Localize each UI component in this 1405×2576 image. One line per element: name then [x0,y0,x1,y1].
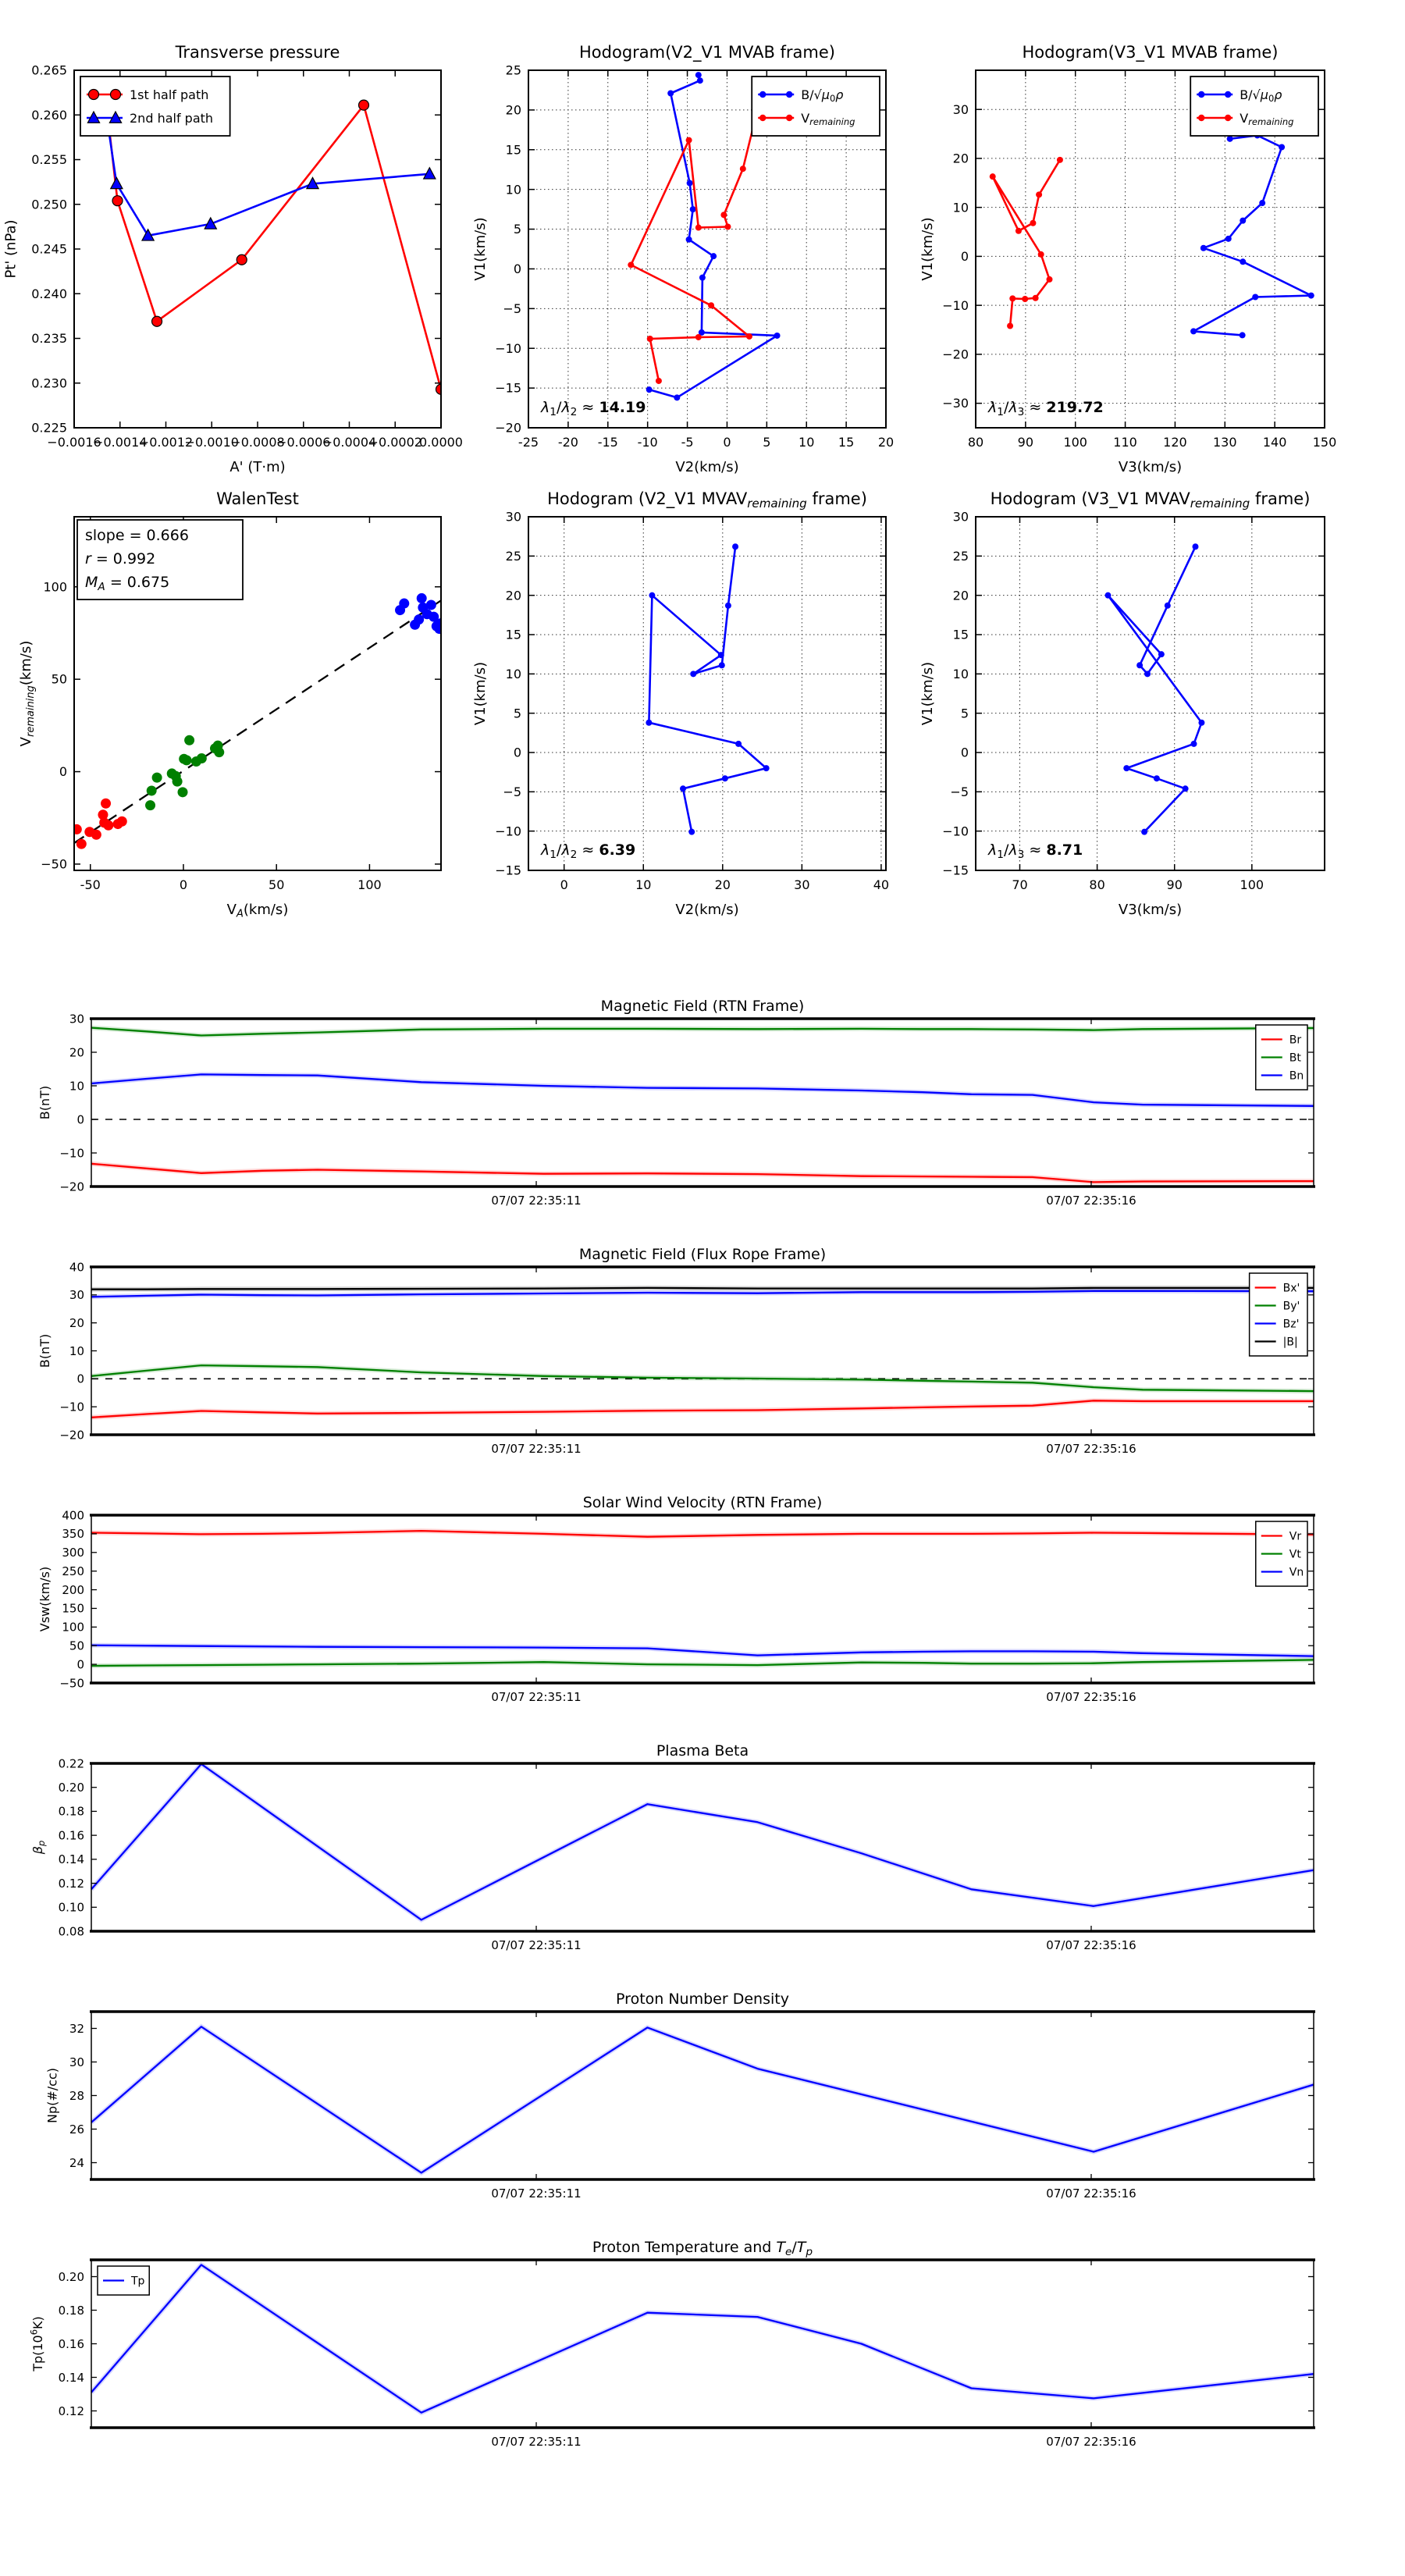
x-tick-label: −0.0014 [93,435,148,450]
legend-label: $V_{remaining}$ [801,110,855,127]
x-tick-label: -20 [557,435,578,450]
x-tick-label: -10 [637,435,658,450]
series-group [91,1764,1314,1920]
legend-label: Bz' [1282,1318,1300,1331]
eigenvalue-ratio-annotation: λ1/λ2 ≈ 14.19 [541,399,646,418]
y-tick-label: 5 [960,706,969,721]
y-tick-label: −15 [495,380,521,396]
y-tick-label: 50 [69,1638,84,1653]
y-axis-label: Vsw(km/s) [37,1566,53,1632]
chart-title: Transverse pressure [175,43,340,62]
y-tick-label: 350 [62,1527,84,1542]
series-group [102,100,446,394]
legend-label: |B| [1282,1336,1298,1349]
solar-wind-velocity-chart [37,1494,1315,1704]
legend [80,76,230,136]
legend-label: Br [1289,1034,1302,1047]
y-tick-label: 20 [505,102,521,118]
y-tick-label: 5 [513,222,521,237]
y-tick-label: 30 [505,509,521,525]
y-axis-label: V1(km/s) [472,217,489,281]
x-tick-label: 100 [1063,435,1087,450]
eigenvalue-ratio-annotation: λ1/λ2 ≈ 6.39 [541,841,636,861]
y-tick-label: 0.265 [31,62,67,78]
y-tick-label: 10 [505,666,521,681]
y-tick-label: −20 [942,347,969,362]
x-tick-label: 80 [1089,877,1105,892]
plasma-beta-chart [30,1742,1315,1952]
y-tick-label: 20 [69,1315,84,1330]
y-tick-label: 10 [505,182,521,197]
y-tick-label: −20 [495,420,521,436]
y-axis-label: $Tp(10^6K)$ [28,2316,45,2371]
legend-label: Bn [1289,1069,1304,1083]
y-tick-label: 20 [505,588,521,603]
y-axis-label: V1(km/s) [919,217,937,281]
series-group [91,1028,1314,1183]
y-tick-label: 0.14 [58,1852,84,1867]
y-tick-label: 0.255 [31,152,67,168]
y-tick-label: 0.20 [58,1780,84,1795]
x-tick-label: 20 [714,877,731,892]
x-tick-label: 07/07 22:35:11 [491,1194,582,1208]
y-tick-label: −20 [59,1428,84,1443]
y-tick-label: 50 [51,671,67,687]
axes-frame [91,1515,1314,1683]
y-tick-label: 0.240 [31,286,67,301]
x-axis-label: $V_A(km/s)$ [226,902,289,920]
x-tick-label: 0 [723,435,731,450]
y-tick-label: 0.22 [58,1756,84,1771]
proton-temperature-chart [28,2239,1315,2449]
x-tick-label: 07/07 22:35:11 [491,1938,582,1952]
x-tick-label: −0.0016 [47,435,101,450]
y-tick-label: 0.16 [58,2336,84,2351]
y-tick-label: 0 [76,1372,84,1386]
x-tick-label: 100 [1240,877,1264,892]
x-tick-label: −0.0006 [276,435,331,450]
axes-frame [976,517,1325,870]
y-tick-label: −10 [942,297,969,313]
series-group [646,543,769,834]
x-tick-label: 130 [1213,435,1237,450]
x-tick-label: -25 [518,435,539,450]
hodogram-v2v1-mvab-chart [472,43,894,475]
series-2nd half path [108,130,429,236]
x-tick-label: 07/07 22:35:11 [491,2435,582,2449]
x-tick-label: −0.0004 [322,435,377,450]
legend-label: $B/√\mu_0\rho$ [801,87,844,104]
x-tick-label: 90 [1017,435,1034,450]
y-axis-label: V1(km/s) [472,661,489,726]
chart-title: Plasma Beta [656,1742,749,1759]
x-tick-label: −0.0008 [230,435,285,450]
y-tick-label: 250 [62,1564,84,1578]
series-Np [91,2026,1314,2172]
y-tick-label: 0.20 [58,2269,84,2284]
y-tick-label: 24 [69,2155,84,2170]
y-tick-label: 0.16 [58,1828,84,1843]
x-tick-label: 07/07 22:35:16 [1046,2186,1136,2201]
grid [528,517,886,870]
markers-V-remaining [628,111,759,384]
series-group [91,1531,1314,1666]
series-beta-p [91,1764,1314,1920]
chart-title: Solar Wind Velocity (RTN Frame) [582,1494,823,1511]
y-tick-label: −10 [942,824,969,839]
x-tick-label: 07/07 22:35:11 [491,1442,582,1456]
eigenvalue-ratio-annotation: λ1/λ3 ≈ 219.72 [988,399,1104,418]
y-tick-label: −10 [495,340,521,356]
y-tick-label: −5 [503,301,521,316]
legend-label: By' [1282,1300,1300,1313]
markers-V-remaining [990,157,1063,329]
y-tick-label: 10 [69,1343,84,1358]
y-tick-label: −10 [59,1400,84,1414]
y-tick-label: 15 [952,627,969,642]
transverse-pressure-chart [2,43,463,475]
y-tick-label: 10 [952,200,969,215]
y-tick-label: 40 [69,1260,84,1275]
y-tick-label: 30 [952,101,969,117]
x-tick-label: 10 [635,877,652,892]
series-hodogram-path [649,546,766,831]
axes-frame [91,1763,1314,1931]
x-tick-label: 110 [1113,435,1137,450]
magnetic-field-flux-rope-chart [37,1246,1315,1456]
legend-label: Vr [1289,1530,1302,1543]
y-tick-label: 400 [62,1508,84,1523]
y-tick-label: 0.245 [31,241,67,257]
y-tick-label: 25 [952,548,969,564]
axes-frame [528,517,886,870]
legend [98,2266,149,2295]
y-tick-label: 0.18 [58,2303,84,2318]
x-tick-label: −0.0002 [368,435,422,450]
y-tick-label: 15 [505,627,521,642]
y-tick-label: −15 [942,863,969,878]
y-tick-label: 25 [505,548,521,564]
y-tick-label: 0 [513,745,521,760]
y-tick-label: 20 [952,588,969,603]
markers-1st half path [104,100,446,394]
legend-label: Vt [1289,1548,1301,1561]
x-tick-label: 07/07 22:35:16 [1046,1442,1136,1456]
hodogram-v3v1-mvab-chart [919,43,1336,475]
hodogram-v2v1-mvav-chart [472,489,889,918]
axes-frame [91,2012,1314,2179]
y-tick-label: −5 [950,784,969,799]
y-axis-label: $V_{remaining}(km/s)$ [18,640,37,747]
legend [1256,1521,1307,1586]
x-tick-label: −0.0010 [184,435,239,450]
y-tick-label: −30 [942,396,969,411]
y-tick-label: 10 [952,666,969,681]
x-tick-label: -5 [681,435,694,450]
y-axis-label: Pt' (nPa) [2,219,20,279]
chart-title: Hodogram (V3_V1 $MVAV_{remaining}$ frame) [990,489,1311,511]
y-tick-label: −50 [41,856,67,872]
y-tick-label: 300 [62,1546,84,1560]
x-tick-label: 0.0000 [419,435,463,450]
x-tick-label: −0.0012 [138,435,194,450]
markers-scatter-green [145,735,224,810]
markers-hodogram-path [1104,543,1204,834]
y-tick-label: 100 [62,1620,84,1635]
y-tick-label: −20 [59,1179,84,1194]
x-tick-label: 40 [873,877,890,892]
legend-label: Tp [131,2275,145,2288]
series-group [1104,543,1204,834]
y-tick-label: 5 [513,706,521,721]
y-axis-label: B(nT) [37,1333,53,1368]
chart-title: Proton Temperature and Te/Tp [592,2239,813,2258]
x-tick-label: 50 [269,877,285,892]
ticks [69,2012,1314,2201]
y-tick-label: 0.225 [31,420,67,436]
series-B-over-sqrt-mu0-rho [1193,135,1311,335]
y-tick-label: 26 [69,2122,84,2137]
x-tick-label: 5 [763,435,771,450]
y-axis-label: B(nT) [37,1085,53,1120]
markers-scatter-red [72,799,127,849]
y-tick-label: 32 [69,2021,84,2036]
y-tick-label: 0.08 [58,1924,84,1939]
x-tick-label: 15 [838,435,855,450]
y-tick-label: 30 [952,509,969,525]
x-axis-label: V2(km/s) [675,459,739,475]
y-tick-label: −50 [59,1676,84,1691]
x-tick-label: 07/07 22:35:16 [1046,1690,1136,1704]
y-tick-label: 0.230 [31,375,67,391]
x-tick-label: 30 [794,877,810,892]
chart-title: Hodogram(V2_V1 MVAB frame) [579,43,835,62]
x-tick-label: 120 [1163,435,1187,450]
y-tick-label: 0 [960,745,969,760]
x-tick-label: 07/07 22:35:16 [1046,1938,1136,1952]
x-tick-label: 07/07 22:35:11 [491,2186,582,2201]
chart-title: Proton Number Density [616,1991,789,2008]
legend-label: $B/√\mu_0\rho$ [1240,87,1282,104]
y-tick-label: 0.260 [31,107,67,123]
y-tick-label: 0.14 [58,2370,84,2385]
x-tick-label: 20 [877,435,895,450]
x-tick-label: 80 [967,435,984,450]
x-tick-label: 07/07 22:35:16 [1046,2435,1136,2449]
series-group [91,2026,1314,2172]
y-tick-label: 15 [505,142,521,158]
y-tick-label: 0 [960,249,969,265]
x-axis-label: V3(km/s) [1118,459,1183,475]
legend [1190,76,1318,136]
chart-title: WalenTest [216,489,299,508]
chart-title: Magnetic Field (RTN Frame) [600,998,805,1015]
eigenvalue-ratio-annotation: λ1/λ3 ≈ 8.71 [988,841,1083,861]
y-tick-label: 0 [76,1657,84,1672]
chart-title: Hodogram (V2_V1 $MVAV_{remaining}$ frame) [547,489,867,511]
stats-line: r = 0.992 [85,550,156,568]
y-tick-label: 30 [69,2055,84,2069]
y-axis-label: Np(#/cc) [44,2068,60,2123]
x-tick-label: 10 [799,435,815,450]
x-tick-label: 70 [1012,877,1028,892]
y-tick-label: −10 [495,824,521,839]
x-axis-label: A' (T·m) [229,459,286,475]
stats-line: slope = 0.666 [85,527,189,544]
x-axis-label: V2(km/s) [675,902,739,918]
walen-test-chart [18,489,446,920]
grid [976,517,1325,870]
series-group [990,132,1314,338]
legend-label: 2nd half path [130,110,214,126]
y-tick-label: 150 [62,1601,84,1616]
legend-label: Bx' [1282,1282,1300,1295]
y-tick-label: 20 [69,1045,84,1060]
y-tick-label: 0.250 [31,197,67,212]
y-axis-label: $\beta_p$ [30,1840,47,1855]
series-group [72,593,446,849]
y-tick-label: −15 [495,863,521,878]
y-tick-label: 10 [69,1079,84,1094]
x-tick-label: 0 [179,877,188,892]
chart-title: Magnetic Field (Flux Rope Frame) [578,1246,827,1263]
x-tick-label: -50 [80,877,101,892]
hodogram-v3v1-mvav-chart [919,489,1325,918]
chart-title: Hodogram(V3_V1 MVAB frame) [1022,43,1279,62]
x-tick-label: 0 [560,877,568,892]
ticks [59,2260,1314,2449]
y-tick-label: 30 [69,1288,84,1303]
y-tick-label: 20 [952,151,969,166]
y-tick-label: 0.235 [31,331,67,347]
x-tick-label: 140 [1262,435,1287,450]
y-axis-label: V1(km/s) [919,661,937,726]
legend [1256,1025,1307,1090]
y-tick-label: −5 [503,784,521,799]
series-1st half path [108,105,441,390]
x-tick-label: 07/07 22:35:16 [1046,1194,1136,1208]
series-group [91,2265,1314,2412]
ticks [59,1012,1314,1208]
y-tick-label: 100 [43,579,67,595]
y-tick-label: 200 [62,1582,84,1597]
y-tick-label: 0.12 [58,2403,84,2418]
series-Tp [91,2265,1314,2412]
y-tick-label: 0 [513,262,521,277]
series-fit-line [74,600,441,843]
x-tick-label: -15 [597,435,618,450]
proton-number-density-chart [44,1991,1315,2201]
ticks [942,510,1325,892]
legend [752,76,880,136]
legend-label: Vn [1289,1566,1304,1579]
legend-label: Bt [1289,1051,1301,1065]
y-tick-label: 0 [76,1112,84,1127]
stats-line: MA = 0.675 [85,574,170,593]
y-tick-label: −10 [59,1146,84,1161]
axes-frame [91,2260,1314,2428]
x-tick-label: 07/07 22:35:11 [491,1690,582,1704]
x-axis-label: V3(km/s) [1118,902,1183,918]
magnetic-field-rtn-chart [37,998,1315,1208]
x-tick-label: 100 [357,877,382,892]
y-tick-label: 0.10 [58,1900,84,1915]
x-tick-label: 90 [1166,877,1183,892]
x-tick-label: 150 [1312,435,1337,450]
y-tick-label: 0 [59,764,67,780]
y-tick-label: 28 [69,2088,84,2103]
markers-B-over-sqrt-mu0-rho [1190,132,1314,338]
ticks [59,1756,1314,1952]
y-tick-label: 0.18 [58,1804,84,1819]
y-tick-label: 30 [69,1012,84,1026]
legend-label: $V_{remaining}$ [1240,110,1294,127]
series-group [91,1288,1314,1418]
legend-label: 1st half path [130,87,209,102]
legend [1250,1273,1307,1356]
y-tick-label: 0.12 [58,1876,84,1891]
y-tick-label: 25 [505,62,521,78]
markers-hodogram-path [646,543,769,834]
